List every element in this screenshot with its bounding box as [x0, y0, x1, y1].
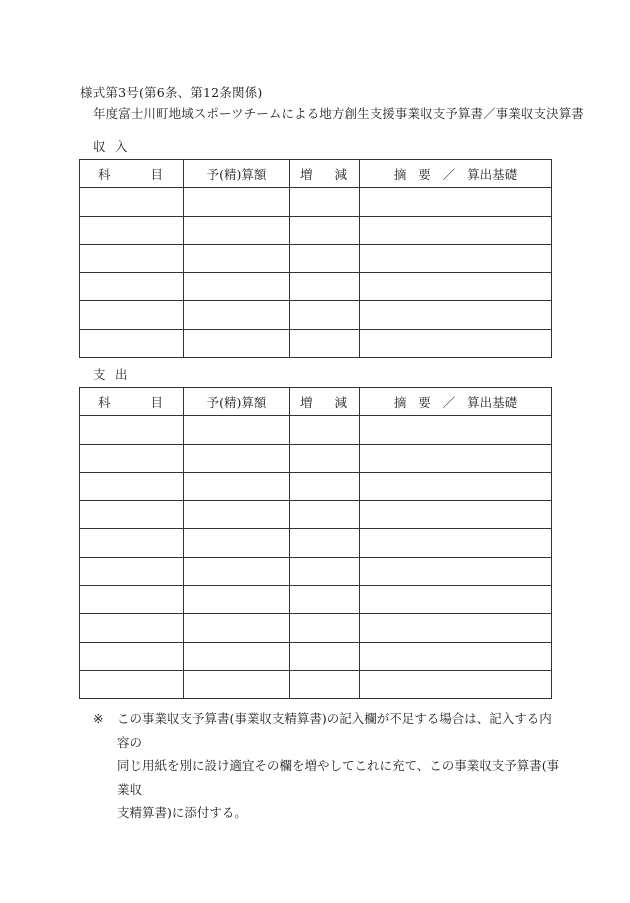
change-cell[interactable] [290, 416, 360, 444]
remarks-cell[interactable] [360, 329, 552, 357]
expense-row [80, 416, 552, 444]
subject-cell[interactable] [80, 244, 184, 272]
expense-row [80, 529, 552, 557]
subject-cell[interactable] [80, 329, 184, 357]
change-cell[interactable] [290, 501, 360, 529]
change-cell[interactable] [290, 614, 360, 642]
subject-cell[interactable] [80, 188, 184, 216]
expense-header-row [80, 388, 552, 416]
budget-amount-cell[interactable] [184, 614, 290, 642]
subject-cell[interactable] [80, 416, 184, 444]
budget-amount-cell[interactable] [184, 586, 290, 614]
change-cell[interactable] [290, 529, 360, 557]
remarks-cell[interactable] [360, 244, 552, 272]
remarks-cell[interactable] [360, 557, 552, 585]
subject-cell[interactable] [80, 557, 184, 585]
document-title: 年度富士川町地域スポーツチームによる地方創生支援事業収支予算書／事業収支決算書 [93, 106, 584, 121]
income-section-label: 収 入 [93, 139, 128, 154]
subject-cell[interactable] [80, 216, 184, 244]
remarks-cell[interactable] [360, 501, 552, 529]
budget-amount-cell[interactable] [184, 188, 290, 216]
subject-cell[interactable] [80, 529, 184, 557]
expense-row [80, 557, 552, 585]
remarks-cell[interactable] [360, 586, 552, 614]
budget-column-header: 予(精)算額 [184, 160, 290, 188]
remarks-column-header: 摘 要 ／ 算出基礎 [360, 160, 552, 188]
subject-cell[interactable] [80, 301, 184, 329]
income-row [80, 244, 552, 272]
subject-cell[interactable] [80, 501, 184, 529]
budget-amount-cell[interactable] [184, 244, 290, 272]
remarks-cell[interactable] [360, 472, 552, 500]
expense-table [79, 387, 552, 699]
income-header-row [80, 160, 552, 188]
subject-cell[interactable] [80, 273, 184, 301]
budget-amount-cell[interactable] [184, 557, 290, 585]
subject-cell[interactable] [80, 444, 184, 472]
change-cell[interactable] [290, 301, 360, 329]
income-table [79, 159, 552, 358]
change-column-header: 増 減 [290, 160, 360, 188]
remarks-cell[interactable] [360, 670, 552, 698]
budget-amount-cell[interactable] [184, 529, 290, 557]
income-row [80, 329, 552, 357]
change-cell[interactable] [290, 444, 360, 472]
change-cell[interactable] [290, 216, 360, 244]
remarks-cell[interactable] [360, 188, 552, 216]
income-row [80, 273, 552, 301]
expense-section-label: 支 出 [93, 367, 128, 382]
footnote [93, 707, 563, 825]
remarks-cell[interactable] [360, 301, 552, 329]
subject-cell[interactable] [80, 642, 184, 670]
change-cell[interactable] [290, 642, 360, 670]
change-column-header: 増 減 [290, 388, 360, 416]
expense-row [80, 670, 552, 698]
budget-amount-cell[interactable] [184, 670, 290, 698]
change-cell[interactable] [290, 472, 360, 500]
subject-cell[interactable] [80, 472, 184, 500]
change-cell[interactable] [290, 273, 360, 301]
footnote-mark: ※ [93, 711, 104, 726]
remarks-column-header: 摘 要 ／ 算出基礎 [360, 388, 552, 416]
budget-amount-cell[interactable] [184, 416, 290, 444]
change-cell[interactable] [290, 329, 360, 357]
budget-amount-cell[interactable] [184, 301, 290, 329]
subject-cell[interactable] [80, 614, 184, 642]
budget-amount-cell[interactable] [184, 273, 290, 301]
income-row [80, 188, 552, 216]
remarks-cell[interactable] [360, 529, 552, 557]
expense-row [80, 614, 552, 642]
budget-amount-cell[interactable] [184, 642, 290, 670]
subject-column-header: 科 目 [80, 160, 184, 188]
footnote-line: この事業収支予算書(事業収支精算書)の記入欄が不足する場合は、記入する内容の [117, 711, 552, 750]
budget-amount-cell[interactable] [184, 472, 290, 500]
budget-amount-cell[interactable] [184, 216, 290, 244]
remarks-cell[interactable] [360, 216, 552, 244]
subject-cell[interactable] [80, 670, 184, 698]
change-cell[interactable] [290, 188, 360, 216]
form-number: 様式第3号(第6条、第12条関係) [80, 85, 263, 100]
remarks-cell[interactable] [360, 416, 552, 444]
change-cell[interactable] [290, 586, 360, 614]
budget-amount-cell[interactable] [184, 329, 290, 357]
remarks-cell[interactable] [360, 642, 552, 670]
expense-row [80, 444, 552, 472]
remarks-cell[interactable] [360, 444, 552, 472]
change-cell[interactable] [290, 557, 360, 585]
remarks-cell[interactable] [360, 273, 552, 301]
subject-column-header: 科 目 [80, 388, 184, 416]
income-row [80, 301, 552, 329]
budget-column-header: 予(精)算額 [184, 388, 290, 416]
change-cell[interactable] [290, 244, 360, 272]
budget-amount-cell[interactable] [184, 501, 290, 529]
income-row [80, 216, 552, 244]
expense-row [80, 586, 552, 614]
footnote-line: 同じ用紙を別に設け適宜その欄を増やしてこれに充て、この事業収支予算書(事業収 [117, 758, 560, 797]
expense-row [80, 642, 552, 670]
expense-row [80, 501, 552, 529]
footnote-line: 支精算書)に添付する。 [117, 805, 247, 820]
subject-cell[interactable] [80, 586, 184, 614]
budget-amount-cell[interactable] [184, 444, 290, 472]
remarks-cell[interactable] [360, 614, 552, 642]
expense-row [80, 472, 552, 500]
change-cell[interactable] [290, 670, 360, 698]
